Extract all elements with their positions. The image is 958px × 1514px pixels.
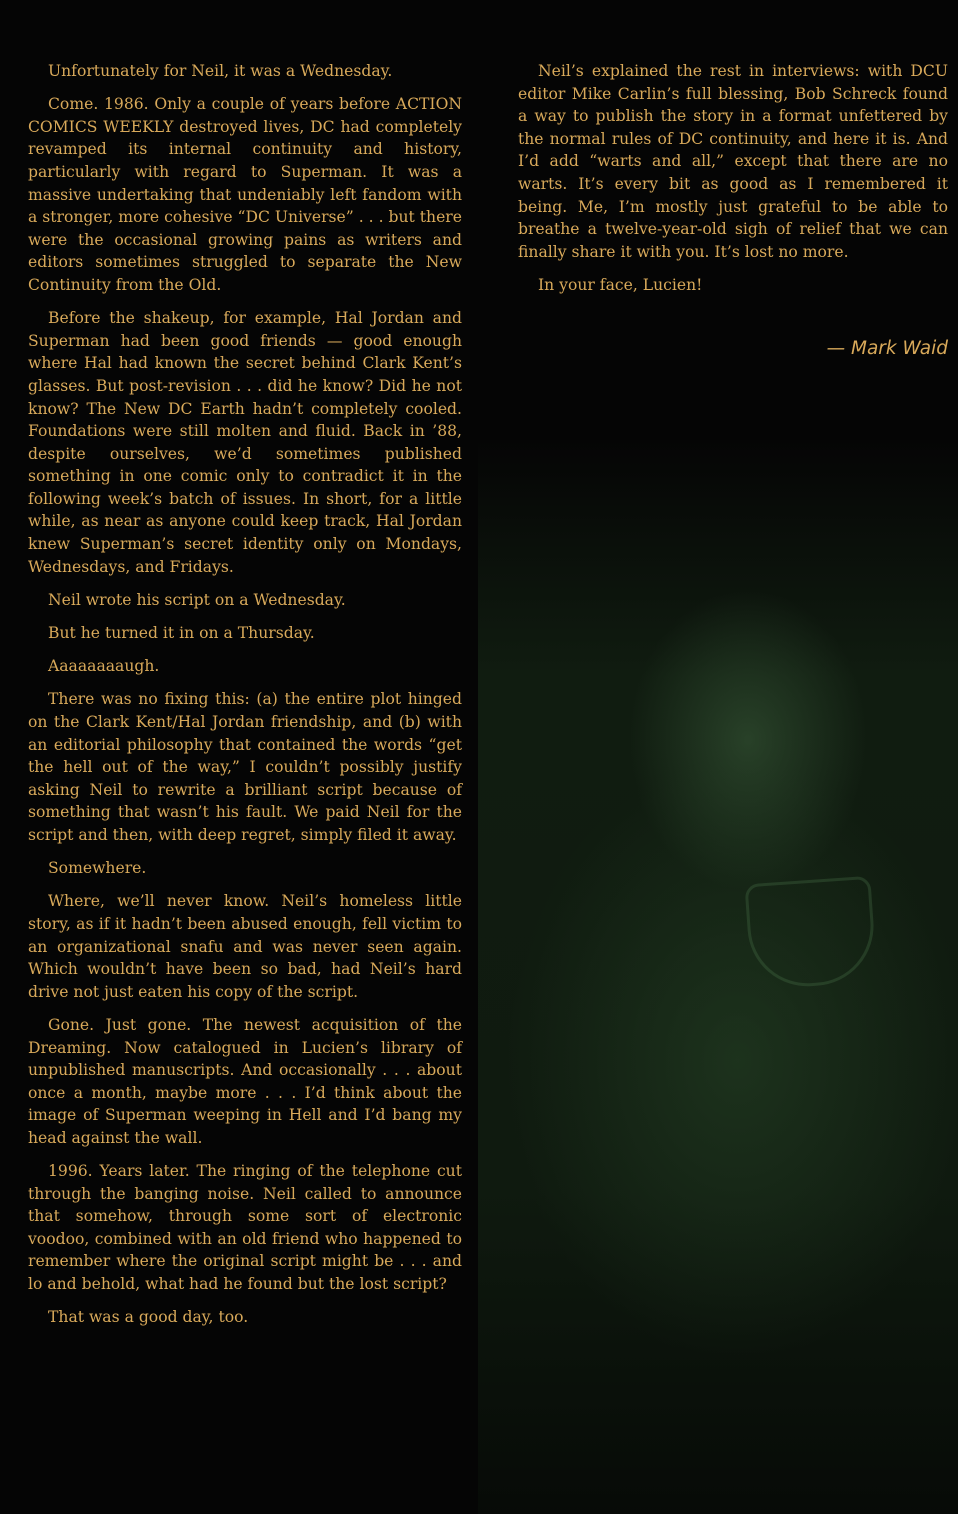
paragraph: There was no fixing this: (a) the entire plot hinged on the Clark Kent/Hal Jordan friendship, and (b) with an editorial philosophy that contained the words “get the hell out of the way,” I couldn’t possibly justify asking Neil to rewrite a brilliant script because of something that wasn’t his fault. We paid Neil for the script and then, with deep regret, simply filed it away. [28, 690, 462, 844]
paragraph: Neil wrote his script on a Wednesday. [48, 590, 346, 609]
paragraph: Before the shakeup, for example, Hal Jordan and Superman had been good friends — good enough where Hal had known the secret behind Clark Kent’s glasses. But post-revision . . . did he know? Did he not know? The New DC Earth hadn’t completely cooled. Foundations were still molten and fluid. Back in ’88, despite ourselves, we’d sometimes published something in one comic only to contradict it in the following week’s batch of issues. In short, for a little while, as near as anyone could keep track, Hal Jordan knew Superman’s secret identity only on Mondays, Wednesdays, and Fridays. [28, 309, 462, 576]
author-signature: — Mark Waid [826, 338, 948, 359]
superman-shield-emblem [744, 876, 877, 991]
paragraph: Unfortunately for Neil, it was a Wednesday. [48, 62, 393, 80]
paragraph: In your face, Lucien! [538, 275, 703, 294]
paragraph: Somewhere. [48, 859, 147, 878]
paragraph: Gone. Just gone. The newest acquisition of the Dreaming. Now catalogued in Lucien’s library of unpublished manuscripts. And occasionally . . . about once a month, maybe more . . . I’d think about the image of Superman weeping in Hell and I’d bang my head against the wall. [28, 1015, 462, 1147]
paragraph: That was a good day, too. [48, 1308, 249, 1327]
paragraph: Aaaaaaaaugh. [48, 657, 160, 676]
superman-background-illustration [478, 440, 958, 1514]
left-text-column [28, 60, 462, 1339]
paragraph: Come. 1986. Only a couple of years before ACTION COMICS WEEKLY destroyed lives, DC had completely revamped its internal continuity and history, particularly with regard to Superman. It was a massive undertaking that undeniably left fandom with a stronger, more cohesive “DC Universe” . . . but there were the occasional growing pains as writers and editors sometimes struggled to separate the New Continuity from the Old. [28, 95, 462, 294]
paragraph: Neil’s explained the rest in interviews: with DCU editor Mike Carlin’s full blessing, Bob Schreck found a way to publish the story in a format unfettered by the normal rules of DC continuity, and here it is. And I’d add “warts and all,” except that there are no warts. It’s every bit as good as I remembered it being. Me, I’m mostly just grateful to be able to breathe a twelve-year-old sigh of relief that we can finally share it with you. It’s lost no more. [518, 62, 948, 261]
paragraph: But he turned it in on a Thursday. [48, 624, 315, 643]
paragraph: Where, we’ll never know. Neil’s homeless little story, as if it hadn’t been abused enough, fell victim to an organizational snafu and was never seen again. Which wouldn’t have been so bad, had Neil’s hard drive not just eaten his copy of the script. [28, 892, 462, 1001]
paragraph: 1996. Years later. The ringing of the telephone cut through the banging noise. Neil called to announce that somehow, through some sort of electronic voodoo, combined with an old friend who happened to remember where the original script might be . . . and lo and behold, what had he found but the lost script? [28, 1162, 462, 1294]
right-text-column [518, 60, 948, 307]
